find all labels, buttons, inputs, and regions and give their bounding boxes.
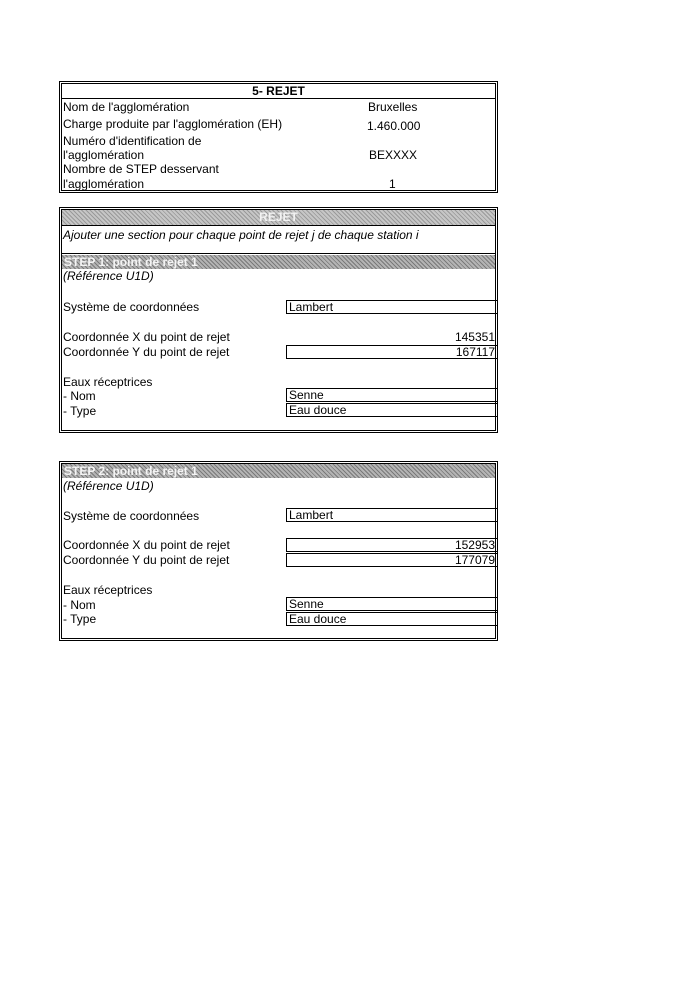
step2-y-label: Coordonnée Y du point de rejet: [63, 553, 230, 567]
step1-x-label: Coordonnée X du point de rejet: [63, 330, 230, 344]
step2-type-field[interactable]: Eau douce: [286, 612, 498, 626]
step-count-value: 1: [389, 177, 396, 191]
step1-type-label: - Type: [63, 404, 97, 418]
step2-eaux-label: Eaux réceptrices: [63, 583, 153, 597]
rejet-title: REJET: [62, 210, 495, 226]
step1-nom-field[interactable]: Senne: [286, 388, 498, 402]
step2-header: STEP 2: point de rejet 1: [62, 464, 495, 478]
rejet-instruction: Ajouter une section pour chaque point de rejet j de chaque station i: [63, 228, 419, 242]
step-count-label-2: l'agglomération: [63, 177, 145, 191]
agglomeration-id-value: BEXXXX: [369, 148, 418, 162]
summary-table: [59, 81, 498, 193]
step1-type-field[interactable]: Eau douce: [286, 403, 498, 417]
step2-nom-label: - Nom: [63, 598, 96, 612]
step1-coord-system-label: Système de coordonnées: [63, 300, 200, 314]
summary-title: 5- REJET: [62, 84, 495, 99]
step2-x-label: Coordonnée X du point de rejet: [63, 538, 230, 552]
step1-y-label: Coordonnée Y du point de rejet: [63, 345, 230, 359]
step1-nom-label: - Nom: [63, 389, 96, 403]
load-value: 1.460.000: [367, 119, 421, 133]
step1-x-field[interactable]: 145351: [454, 330, 495, 344]
step1-coord-system-field[interactable]: Lambert: [286, 300, 498, 314]
step2-coord-system-field[interactable]: Lambert: [286, 508, 498, 522]
step1-header: STEP 1: point de rejet 1: [62, 255, 495, 269]
step1-y-field[interactable]: 167117: [286, 345, 498, 359]
step2-type-label: - Type: [63, 612, 97, 626]
step2-coord-system-label: Système de coordonnées: [63, 509, 200, 523]
agglomeration-name-value: Bruxelles: [368, 100, 418, 114]
agglomeration-name-label: Nom de l'agglomération: [63, 100, 190, 114]
step2-x-field[interactable]: 152953: [286, 538, 498, 552]
agglomeration-id-label-1: Numéro d'identification de: [63, 134, 202, 148]
step2-reference: (Référence U1D): [63, 479, 154, 493]
step2-table: [59, 461, 498, 641]
step2-y-field[interactable]: 177079: [286, 553, 498, 567]
agglomeration-id-label-2: l'agglomération: [63, 148, 145, 162]
load-label: Charge produite par l'agglomération (EH): [63, 117, 283, 131]
rejet-table: [59, 207, 498, 433]
step2-nom-field[interactable]: Senne: [286, 597, 498, 611]
step-count-label-1: Nombre de STEP desservant: [63, 162, 219, 176]
step1-eaux-label: Eaux réceptrices: [63, 375, 153, 389]
step1-reference: (Référence U1D): [63, 269, 154, 283]
